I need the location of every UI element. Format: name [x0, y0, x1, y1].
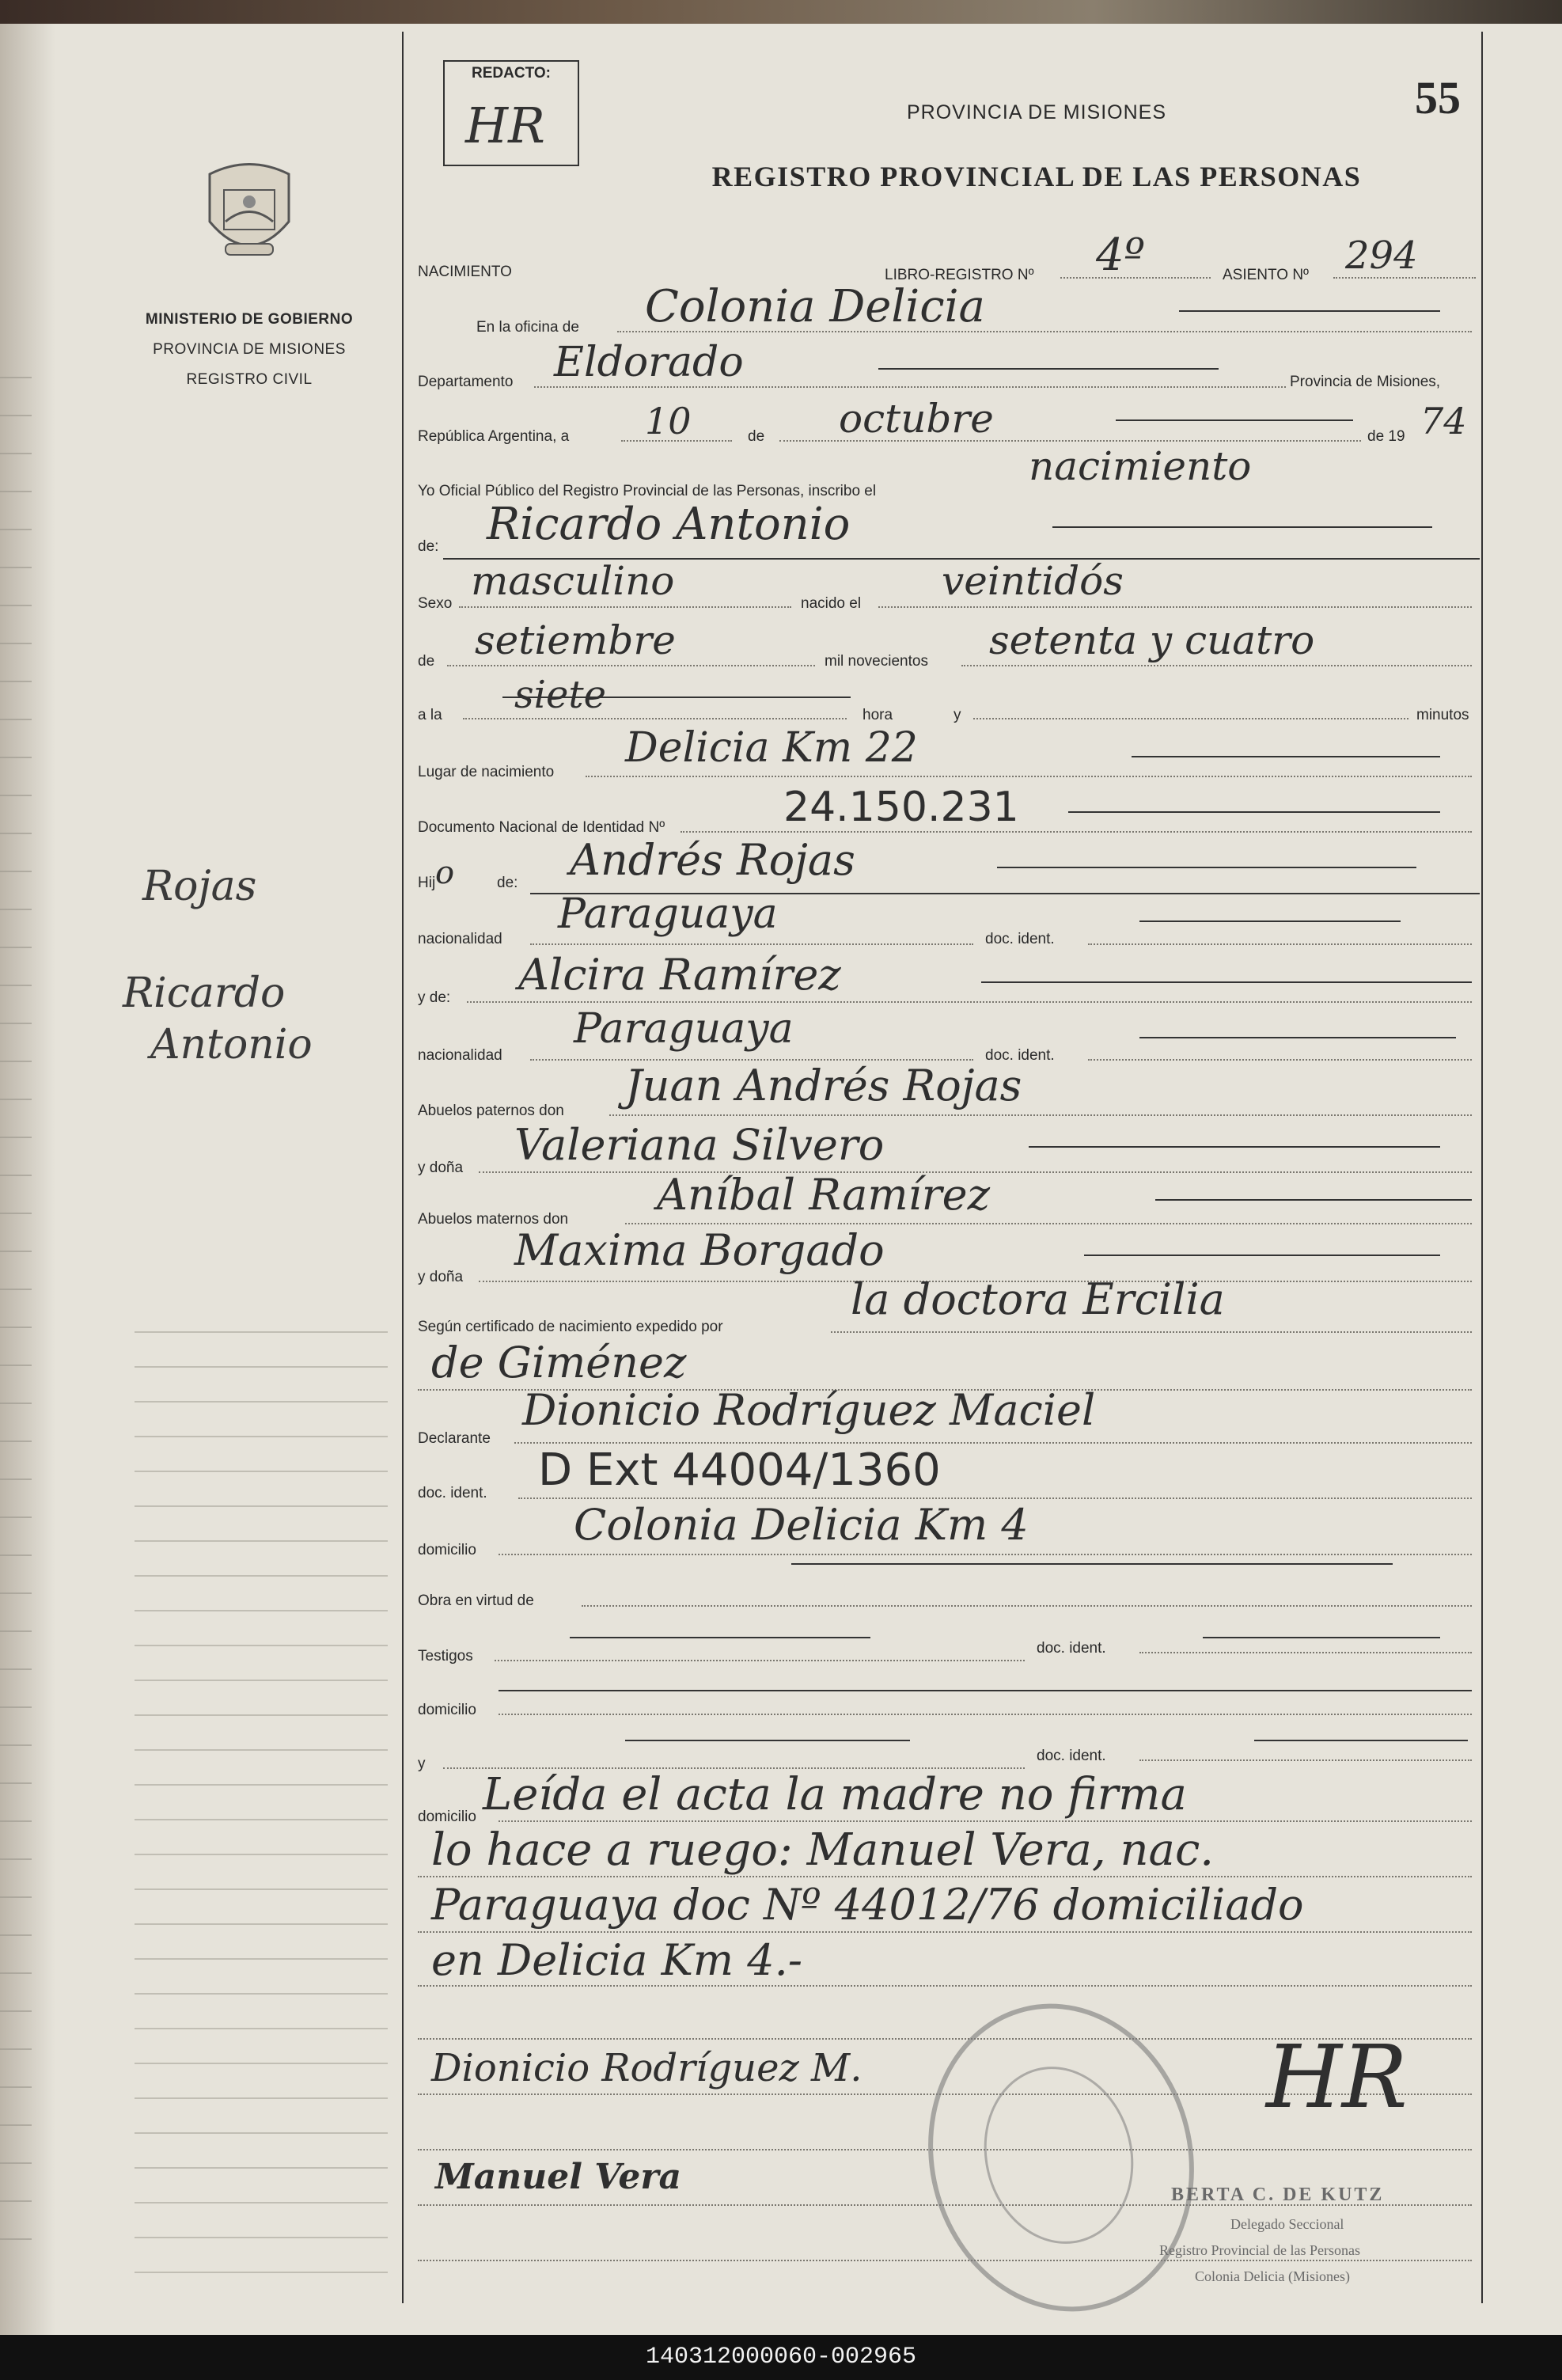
ministry-title: MINISTERIO DE GOBIERNO — [145, 311, 354, 328]
label-oficina: En la oficina de — [476, 319, 579, 336]
label-de-anio: de 19 — [1367, 428, 1405, 445]
label-doc-ident-declarante: doc. ident. — [418, 1485, 487, 1501]
value-lugar: Delicia Km 22 — [625, 724, 918, 772]
label-domicilio-testigo-2: domicilio — [418, 1809, 476, 1825]
label-doc-ident-testigo-2: doc. ident. — [1037, 1748, 1106, 1764]
signature-testigo: Manuel Vera — [435, 2157, 682, 2197]
label-sexo: Sexo — [418, 595, 453, 612]
label-declarante: Declarante — [418, 1430, 491, 1447]
value-dia: 10 — [645, 400, 692, 442]
label-de-nombre: de: — [418, 538, 439, 555]
value-nacido-mes: setiembre — [475, 617, 676, 663]
label-domicilio-declarante: domicilio — [418, 1542, 476, 1558]
stamp-name: BERTA C. DE KUTZ — [1171, 2185, 1385, 2205]
label-doc-ident-madre: doc. ident. — [985, 1047, 1055, 1064]
label-de-mes: de — [748, 428, 765, 445]
label-y-dona-materna: y doña — [418, 1269, 464, 1285]
label-abuelos-maternos: Abuelos maternos don — [418, 1211, 569, 1228]
value-abuelo-materno: Aníbal Ramírez — [657, 1170, 991, 1220]
label-provincia: Provincia de Misiones, — [1290, 374, 1441, 390]
label-hijo: Hij — [418, 875, 436, 891]
label-segun: Según certificado de nacimiento expedido por — [418, 1319, 723, 1335]
value-nacido-dia: veintidós — [942, 558, 1124, 604]
label-doc-ident-testigo-1: doc. ident. — [1037, 1640, 1106, 1657]
value-libro: 4º — [1096, 230, 1145, 281]
value-hijo-suffix: o — [435, 855, 455, 891]
margin-given-name-1: Ricardo — [123, 970, 286, 1017]
ministry-block — [119, 158, 380, 389]
label-asiento: ASIENTO Nº — [1223, 267, 1309, 283]
value-doc-declarante: D Ext 44004/1360 — [538, 1444, 941, 1496]
signature-declarante: Dionicio Rodríguez M. — [431, 2046, 863, 2090]
value-madre: Alcira Ramírez — [518, 950, 841, 1000]
label-lugar: Lugar de nacimiento — [418, 764, 555, 780]
signature-oficial: HR — [1266, 2026, 1408, 2128]
label-hijo-de: de: — [497, 875, 518, 891]
label-obra: Obra en virtud de — [418, 1592, 534, 1609]
ministry-province: PROVINCIA DE MISIONES — [153, 341, 346, 358]
label-y: y — [954, 707, 961, 723]
redacto-box — [443, 60, 579, 166]
label-documento: Documento Nacional de Identidad Nº — [418, 819, 665, 836]
label-nacimiento: NACIMIENTO — [418, 264, 512, 280]
label-hora: hora — [863, 707, 893, 723]
value-abuelo-paterno: Juan Andrés Rojas — [625, 1061, 1022, 1110]
value-abuela-materna: Maxima Borgado — [514, 1225, 885, 1275]
value-nombre: Ricardo Antonio — [487, 499, 851, 550]
margin-given-name-2: Antonio — [150, 1021, 313, 1069]
label-mil-novecientos: mil novecientos — [825, 653, 928, 670]
value-nac-madre: Paraguaya — [574, 1005, 794, 1053]
label-domicilio-testigo-1: domicilio — [418, 1702, 476, 1718]
value-nac-padre: Paraguaya — [558, 890, 778, 938]
value-asiento: 294 — [1345, 233, 1418, 278]
value-oficina: Colonia Delicia — [645, 281, 985, 332]
stamp-role: Delegado Seccional — [1230, 2216, 1344, 2232]
value-nota-3: Paraguaya doc Nº 44012/76 domiciliado — [431, 1880, 1304, 1930]
value-acto: nacimiento — [1029, 443, 1252, 489]
page-number: 55 — [1415, 72, 1461, 123]
ministry-registry: REGISTRO CIVIL — [186, 371, 313, 388]
label-y-testigo-2: y — [418, 1756, 426, 1772]
value-dni: 24.150.231 — [783, 784, 1019, 831]
province-title: PROVINCIA DE MISIONES — [906, 101, 1166, 123]
margin-surname: Rojas — [142, 863, 257, 910]
redacto-label: REDACTO: — [472, 65, 551, 82]
book-top-edge — [0, 0, 1562, 24]
stamp-registry: Registro Provincial de las Personas — [1159, 2242, 1360, 2258]
label-abuelos-paternos: Abuelos paternos don — [418, 1103, 564, 1119]
value-nota-4: en Delicia Km 4.- — [431, 1935, 803, 1985]
label-libro: LIBRO-REGISTRO Nº — [885, 267, 1034, 283]
value-nacido-anio: setenta y cuatro — [989, 617, 1315, 663]
stamp-location: Colonia Delicia (Misiones) — [1195, 2268, 1350, 2284]
value-nota-1: Leída el acta la madre no firma — [483, 1769, 1187, 1820]
registry-title: REGISTRO PROVINCIAL DE LAS PERSONAS — [711, 161, 1362, 192]
value-hora: siete — [514, 673, 607, 717]
margin-lines — [135, 1298, 388, 2295]
value-anio: 74 — [1420, 400, 1467, 442]
value-declarante: Dionicio Rodríguez Maciel — [522, 1385, 1096, 1435]
value-certificado-2: de Giménez — [431, 1338, 687, 1387]
value-certificado-1: la doctora Ercilia — [851, 1274, 1225, 1324]
value-departamento: Eldorado — [554, 339, 744, 386]
label-republica: República Argentina, a — [418, 428, 570, 445]
label-y-de: y de: — [418, 989, 451, 1006]
label-a-la: a la — [418, 707, 442, 723]
label-departamento: Departamento — [418, 374, 514, 390]
redacto-initials: HR — [465, 97, 545, 154]
label-y-dona-paterna: y doña — [418, 1160, 464, 1176]
label-nacionalidad-padre: nacionalidad — [418, 931, 502, 947]
label-testigos: Testigos — [418, 1648, 473, 1664]
label-oficial: Yo Oficial Público del Registro Provincial de las Personas, inscribo el — [418, 483, 877, 499]
value-sexo: masculino — [471, 558, 675, 604]
left-edge-lines — [0, 340, 32, 2240]
label-nacido-el: nacido el — [801, 595, 862, 612]
value-domicilio-declarante: Colonia Delicia Km 4 — [574, 1500, 1029, 1550]
image-caption: 140312000060-002965 — [0, 2335, 1562, 2380]
value-padre: Andrés Rojas — [570, 835, 855, 885]
coat-of-arms-icon — [202, 158, 297, 269]
label-doc-ident-padre: doc. ident. — [985, 931, 1055, 947]
label-minutos: minutos — [1416, 707, 1469, 723]
label-nacionalidad-madre: nacionalidad — [418, 1047, 502, 1064]
value-nota-2: lo hace a ruego: Manuel Vera, nac. — [431, 1824, 1215, 1876]
value-mes: octubre — [839, 396, 994, 442]
value-abuela-paterna: Valeriana Silvero — [514, 1120, 885, 1170]
label-de-nac-mes: de — [418, 653, 435, 670]
